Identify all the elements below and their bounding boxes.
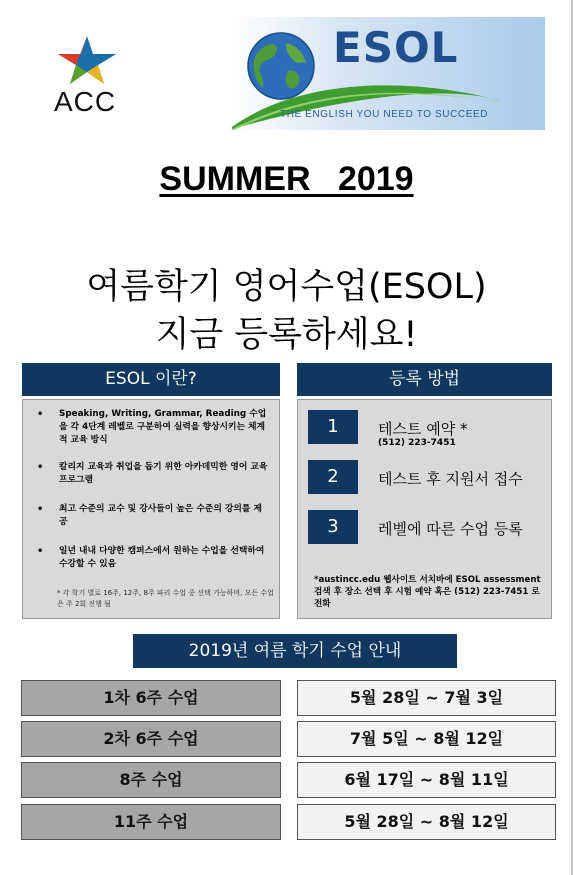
session-cell: 8주 수업 [21, 762, 281, 798]
esol-bullet-list [37, 408, 269, 587]
what-is-esol-header: ESOL 이란? [22, 363, 280, 396]
headline-line-1: 여름학기 영어수업(ESOL) [86, 267, 487, 307]
date-cell: 5월 28일 ~ 8월 12일 [297, 804, 556, 840]
bullet-icon: • [37, 409, 44, 420]
session-cell: 2차 6주 수업 [21, 721, 281, 757]
course-note: * 각 학기 별로 16주, 12주, 8주 파리 수업 중 선택 가능하며, 모든 수업은 주 2회 진행 됨 [57, 589, 274, 608]
step-number-3: 3 [308, 510, 358, 544]
summer-title: SUMMER 2019 [159, 160, 414, 198]
what-is-esol-panel [22, 399, 280, 619]
bullet-icon: • [37, 546, 44, 557]
step-number-1: 1 [308, 410, 358, 444]
list-item [37, 461, 269, 487]
bullet-text: 칼리지 교육과 취업을 돕기 위한 아카데믹한 영어 교육 프로그램 [59, 462, 268, 485]
list-item [37, 503, 269, 529]
bullet-text: 최고 수준의 교수 및 강사들이 높은 수준의 강의를 제공 [59, 504, 262, 527]
date-cell: 7월 5일 ~ 8월 12일 [297, 721, 556, 757]
step-text-1: 테스트 예약 * [378, 420, 468, 438]
step-text-3: 레벨에 따른 수업 등록 [378, 520, 523, 538]
swoosh-graphic [232, 71, 545, 130]
step-number-2: 2 [308, 460, 358, 494]
acc-logo [50, 34, 130, 118]
bullet-text: 일년 내내 다양한 캠퍼스에서 원하는 수업을 선택하여 수강할 수 있음 [59, 546, 265, 569]
date-cell: 6월 17일 ~ 8월 11일 [297, 762, 556, 798]
bullet-icon: • [37, 462, 44, 473]
schedule-header: 2019년 여름 학기 수업 안내 [133, 634, 457, 668]
list-item [37, 408, 269, 447]
star-icon [54, 34, 118, 88]
how-to-register-header: 등록 방법 [297, 363, 552, 396]
bullet-icon: • [37, 504, 44, 515]
list-item [37, 545, 269, 571]
registration-note: *austincc.edu 웹사이트 서치바에 ESOL assessment 검색 후 장소 선택 후 시험 예약 혹은 (512) 223-7451 로 전화 [314, 575, 541, 609]
acc-text: ACC [54, 86, 117, 117]
session-cell: 11주 수업 [21, 804, 281, 840]
bullet-text: Speaking, Writing, Grammar, Reading 수업을 각 4단계 레벨로 구분하여 실력을 향상시키는 체계적 교육 방식 [59, 409, 267, 445]
step-text-2: 테스트 후 지원서 접수 [378, 470, 523, 488]
date-cell: 5월 28일 ~ 7월 3일 [297, 680, 556, 716]
headline-line-2: 지금 등록하세요! [155, 315, 418, 355]
esol-wordmark: ESOL [333, 23, 459, 72]
how-to-register-panel [297, 399, 552, 619]
tagline: THE ENGLISH YOU NEED TO SUCCEED [280, 109, 489, 120]
esol-banner [232, 17, 545, 130]
session-cell: 1차 6주 수업 [21, 680, 281, 716]
phone-number: (512) 223-7451 [378, 438, 456, 448]
